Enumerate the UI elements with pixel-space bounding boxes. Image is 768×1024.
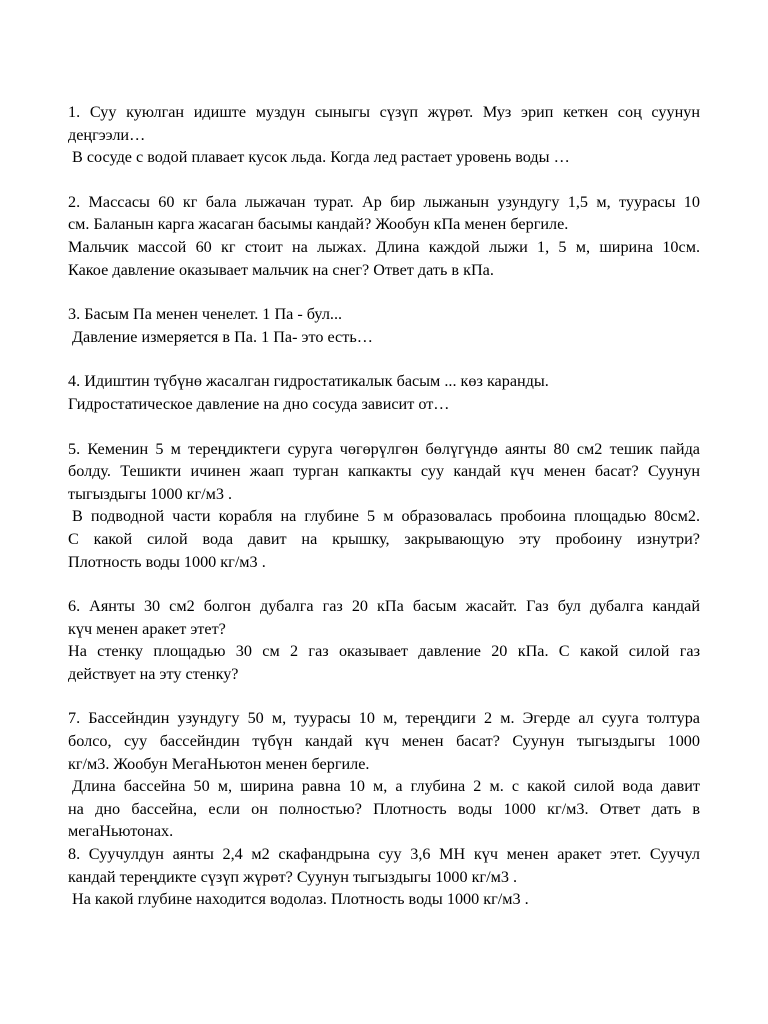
problem-line: 8. Суучулдун аянты 2,4 м2 скафандрына суу 3,6 МН күч менен аракет этет. Суучул — [68, 845, 700, 864]
problem-7 — [68, 707, 700, 843]
problem-line: На какой глубине находится водолаз. Плотность воды 1000 кг/м3 . — [72, 890, 529, 909]
problem-line: Плотность воды 1000 кг/м3 . — [68, 552, 266, 571]
problem-line: см. Баланын карга жасаган басымы кандай? Жообун кПа менен бергиле. — [68, 215, 569, 234]
problem-line: болду. Тешикти ичинен жаап турган капкакты суу кандай күч менен басат? Суунун — [68, 462, 700, 481]
problem-line: мегаНьютонах. — [68, 822, 174, 841]
problem-line: кг/м3. Жообун МегаНьютон менен бергиле. — [68, 754, 370, 773]
problem-line: действует на эту стенку? — [68, 664, 239, 683]
problem-line: болсо, суу бассейндин түбүн кандай күч менен басат? Суунун тыгыздыгы 1000 — [68, 732, 700, 751]
problem-1 — [68, 101, 700, 169]
problem-4 — [68, 370, 700, 415]
problem-line: В подводной части корабля на глубине 5 м образовалась пробоина площадью 80см2. — [72, 507, 700, 526]
problem-line: күч менен аракет этет? — [68, 619, 226, 638]
problem-line: 7. Бассейндин узундугу 50 м, туурасы 10 м, тереңдиги 2 м. Эгерде ал сууга толтура — [68, 709, 700, 728]
problem-line: В сосуде с водой плавает кусок льда. Когда лед растает уровень воды … — [72, 148, 570, 167]
problem-line: на дно бассейна, если он полностью? Плотность воды 1000 кг/м3. Ответ дать в — [68, 799, 700, 818]
problem-line: тыгыздыгы 1000 кг/м3 . — [68, 484, 233, 503]
problem-line: 3. Басым Па менен ченелет. 1 Па - бул... — [68, 305, 343, 324]
problem-line: Мальчик массой 60 кг стоит на лыжах. Длина каждой лыжи 1, 5 м, ширина 10см. — [68, 237, 700, 256]
problem-line: деңгээли… — [68, 125, 146, 144]
problem-line: Длина бассейна 50 м, ширина равна 10 м, а глубина 2 м. с какой силой вода давит — [72, 777, 700, 796]
problem-2 — [68, 191, 700, 281]
problem-line: С какой силой вода давит на крышку, закрывающую эту пробоину изнутри? — [68, 529, 700, 548]
problem-8 — [68, 843, 700, 911]
problem-line: 5. Кеменин 5 м тереңдиктеги суруга чөгөрүлгөн бөлүгүндө аянты 80 см2 тешик пайда — [68, 439, 700, 458]
problem-line: 1. Суу куюлган идиште муздун сыныгы сүзүп жүрөт. Муз эрип кеткен соң суунун — [68, 103, 700, 121]
problem-line: 6. Аянты 30 см2 болгон дубалга газ 20 кПа басым жасайт. Газ бул дубалга кандай — [68, 597, 700, 616]
problem-line: Какое давление оказывает мальчик на снег? Ответ дать в кПа. — [68, 260, 494, 279]
problem-line: кандай тереңдикте сүзүп жүрөт? Суунун тыгыздыгы 1000 кг/м3 . — [68, 867, 518, 886]
problem-line: 2. Массасы 60 кг бала лыжачан турат. Ар бир лыжанын узундугу 1,5 м, туурасы 10 — [68, 192, 700, 211]
problem-line: 4. Идиштин түбүнө жасалган гидростатикалык басым ... көз каранды. — [68, 372, 549, 391]
problem-6 — [68, 595, 700, 685]
problem-line: Гидростатическое давление на дно сосуда зависит от… — [68, 394, 450, 413]
problem-3 — [68, 303, 700, 348]
problem-line: На стенку площадью 30 см 2 газ оказывает давление 20 кПа. С какой силой газ — [68, 642, 700, 661]
problem-line: Давление измеряется в Па. 1 Па- это есть… — [72, 327, 373, 346]
problem-5 — [68, 438, 700, 574]
